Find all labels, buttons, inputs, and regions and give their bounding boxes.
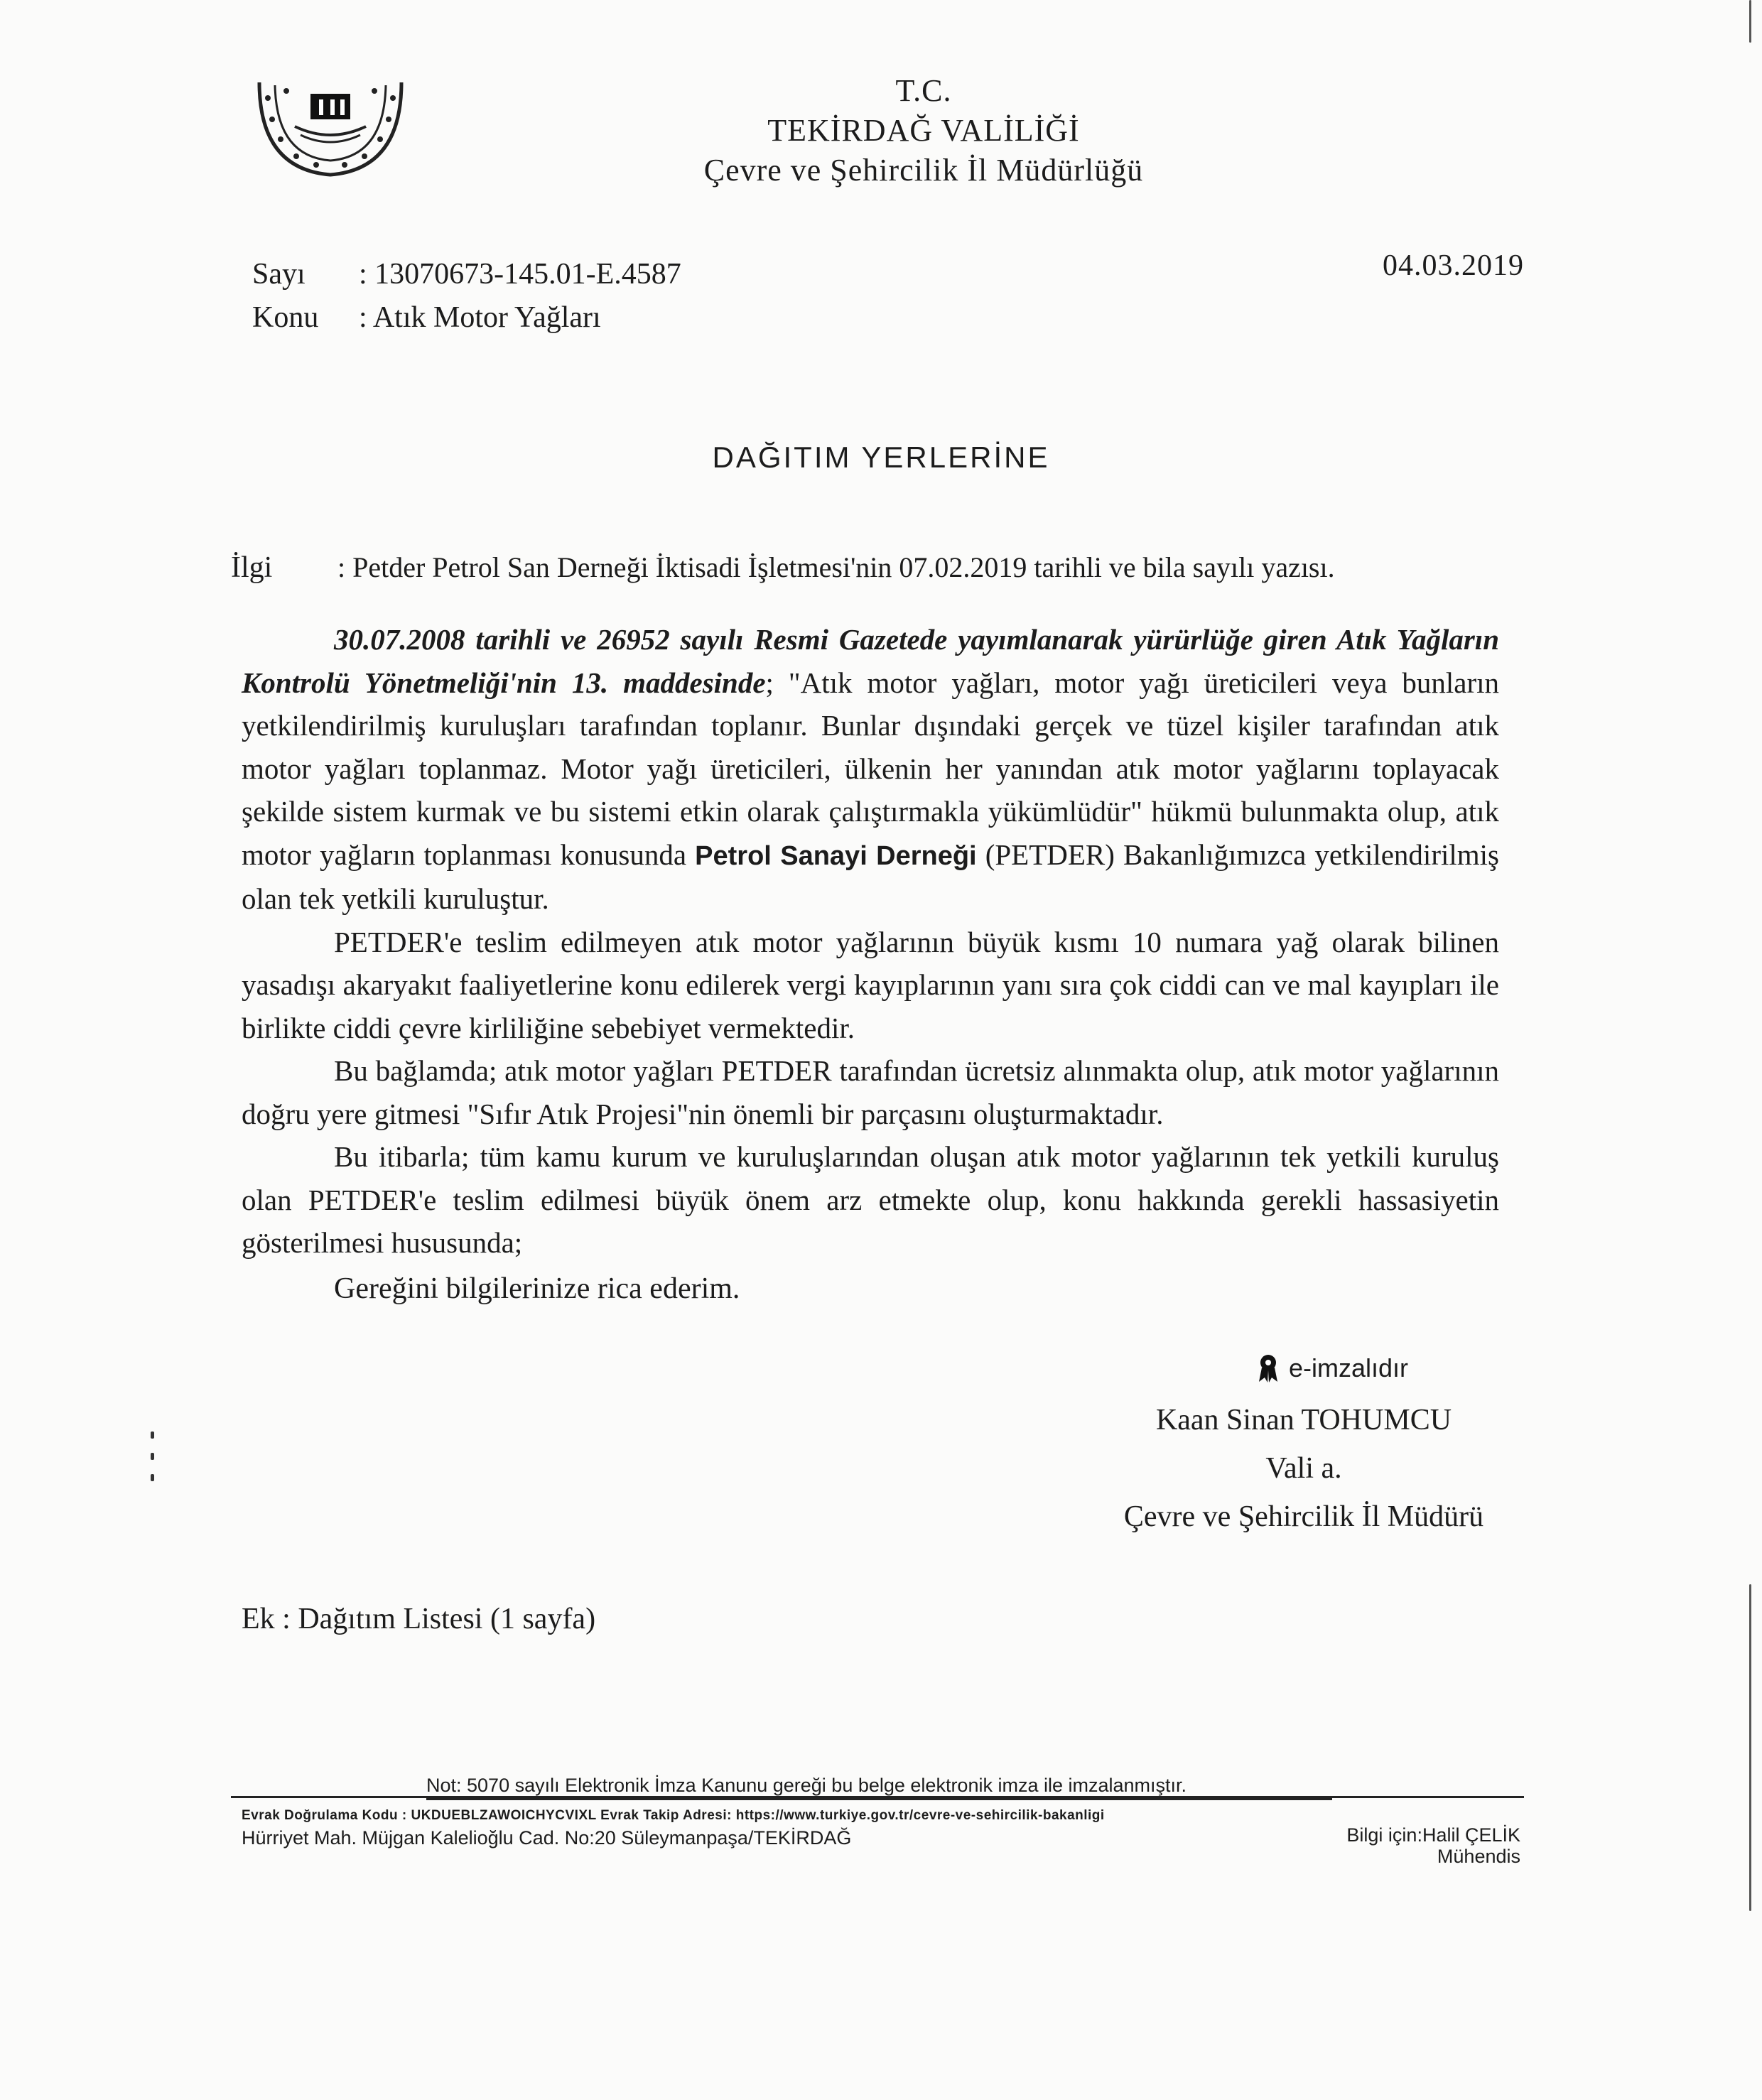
- ribbon-icon: [1258, 1353, 1279, 1383]
- signer-name: Kaan Sinan TOHUMCU: [1155, 1404, 1452, 1436]
- signer-title-1: Vali a.: [1265, 1452, 1342, 1485]
- signer-title-2: Çevre ve Şehircilik İl Müdürü: [1123, 1500, 1484, 1533]
- ilgi-text: : Petder Petrol San Derneği İktisadi İşletmesi'nin 07.02.2019 tarihli ve bila sayılı yazısı.: [337, 551, 1335, 583]
- paragraph-1: [242, 618, 1499, 921]
- distribution-heading: DAĞITIM YERLERİNE: [712, 440, 1050, 474]
- contact-person: Bilgi için:Halil ÇELİK: [1346, 1824, 1520, 1846]
- petder-name: Petrol Sanayi Derneği: [695, 840, 977, 871]
- konu-value: : Atık Motor Yağları: [359, 301, 601, 334]
- contact-title: Mühendis: [1437, 1846, 1520, 1867]
- verification-line: Evrak Doğrulama Kodu : UKDUEBLZAWOICHYCVIXL Evrak Takip Adresi: https://www.turkiye.gov.tr/cevre-ve-sehircilik-bakanligi: [242, 1808, 1105, 1823]
- closing-line: Gereğini bilgilerinize rica ederim.: [334, 1272, 740, 1305]
- scan-speck: [151, 1431, 154, 1439]
- footer-divider: [231, 1796, 1524, 1798]
- letter-body: [242, 618, 1499, 1265]
- letterhead-directorate: Çevre ve Şehircilik İl Müdürlüğü: [703, 153, 1144, 188]
- ministry-seal-logo: [245, 70, 416, 183]
- regulation-reference: 30.07.2008 tarihli ve 26952 sayılı Resmi Gazetede yayımlanarak yürürlüğe giren Atık Yağların Kontrolü Yönetmeliği'nin 13. maddesinde: [242, 623, 1499, 699]
- scan-speck: [151, 1474, 154, 1481]
- document-date: 04.03.2019: [1383, 249, 1524, 282]
- letterhead: [497, 71, 1350, 190]
- scan-edge-line: [1749, 1584, 1751, 1911]
- scan-speck: [151, 1453, 154, 1460]
- signer-block: [1055, 1396, 1552, 1541]
- sayi-label: Sayı: [252, 258, 306, 291]
- ilgi-label: İlgi: [231, 551, 273, 584]
- paragraph-4: Bu itibarla; tüm kamu kurum ve kuruluşlarından oluşan atık motor yağlarının tek yetkili kuruluş olan PETDER'e teslim edilmesi büyük önem arz etmekte olup, konu hakkında gerekli hassasiyetin gösterilmesi hususunda;: [242, 1140, 1499, 1259]
- address-line: Hürriyet Mah. Müjgan Kalelioğlu Cad. No:20 Süleymanpaşa/TEKİRDAĞ: [242, 1827, 852, 1849]
- contact-info: [1346, 1824, 1520, 1867]
- paragraph-2: PETDER'e teslim edilmeyen atık motor yağlarının büyük kısmı 10 numara yağ olarak bilinen yasadışı akaryakıt faaliyetlerine konu edilerek vergi kayıplarının yanı sıra çok ciddi can ve mal kayıpları ile birlikte ciddi çevre kirliliğine sebebiyet vermektedir.: [242, 925, 1499, 1044]
- letterhead-tc: T.C.: [895, 73, 952, 108]
- sayi-value: : 13070673-145.01-E.4587: [359, 258, 681, 291]
- letterhead-governorship: TEKİRDAĞ VALİLİĞİ: [767, 113, 1080, 148]
- e-signature-label: e-imzalıdır: [1289, 1353, 1409, 1382]
- paragraph-1-tail: (PETDER) Bakanlığımızca yetkilendirilmiş olan tek yetkili kuruluştur.: [242, 838, 1499, 915]
- konu-label: Konu: [252, 301, 319, 334]
- paragraph-1-text: ; "Atık motor yağları, motor yağı üreticileri veya bunların yetkilendirilmiş kuruluşları tarafından toplanır. Bunlar dışındaki gerçek ve tüzel kişiler tarafından atık motor yağları toplanmaz. Motor yağı üreticileri, ülkenin her yanından atık motor yağlarını toplayacak şekilde sistem kurmak ve bu sistemi etkin olarak çalıştırmakla yükümlüdür" hükmü bulunmakta olup, atık motor yağların toplanması konusunda: [242, 666, 1500, 871]
- scan-edge-line: [1749, 0, 1751, 43]
- paragraph-3: Bu bağlamda; atık motor yağları PETDER tarafından ücretsiz alınmakta olup, atık motor yağlarının doğru yere gitmesi "Sıfır Atık Projesi"nin önemli bir parçasını oluşturmaktadır.: [242, 1054, 1499, 1130]
- e-signature-note: Not: 5070 sayılı Elektronik İmza Kanunu gereği bu belge elektronik imza ile imzalanmıştır.: [426, 1775, 1332, 1800]
- e-signature-mark: [1258, 1353, 1408, 1383]
- attachment-line: Ek : Dağıtım Listesi (1 sayfa): [242, 1603, 596, 1635]
